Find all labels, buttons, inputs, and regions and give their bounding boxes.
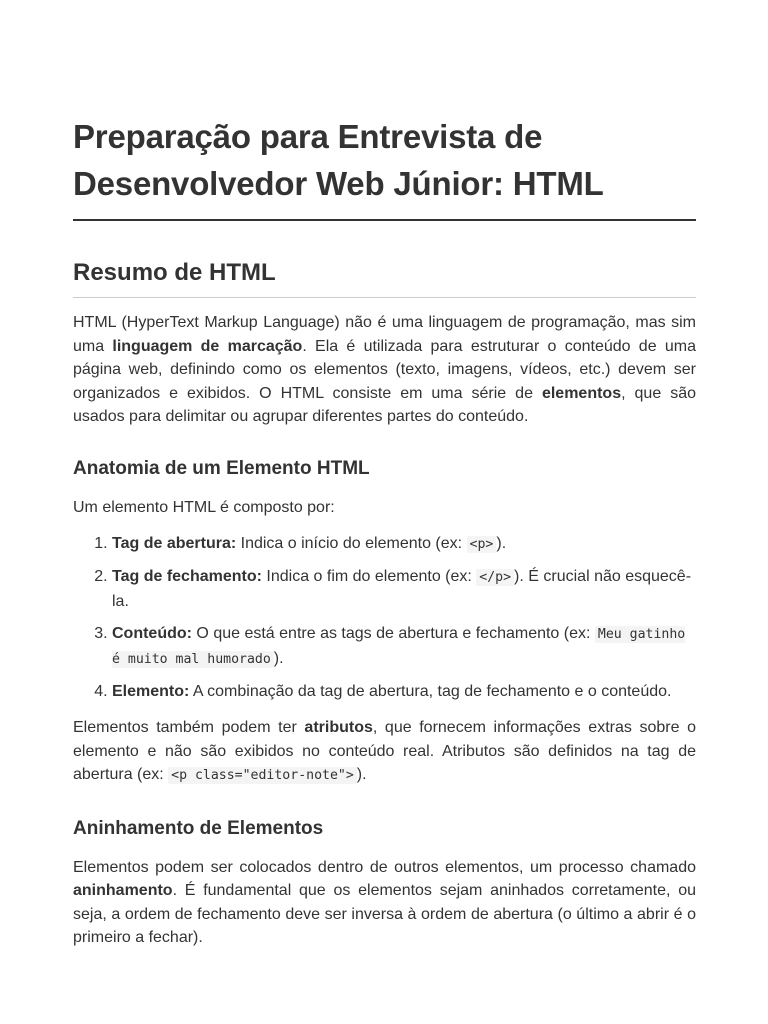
list-item-text-end: ). [496,535,507,552]
code-snippet: Meu gatinho é muito mal humorado [112,627,686,667]
nesting-text-2: . É fundamental que os elementos sejam aninhados corretamente, ou seja, a ordem de fechamento deve ser inversa à ordem de abertura (o último a abrir é o primeiro a fechar). [73,882,696,946]
code-snippet: </p> [476,569,514,586]
page-title-line-2: Desenvolvedor Web Júnior: HTML [73,165,604,202]
nesting-bold: aninhamento [73,882,173,899]
title-divider [73,219,696,221]
section-heading-anatomy: Anatomia de um Elemento HTML [73,457,370,479]
nesting-paragraph [73,856,696,950]
list-item-text: Indica o início do elemento (ex: [236,535,467,552]
summary-bold-markup-language: linguagem de marcação [112,337,303,355]
anatomy-intro: Um elemento HTML é composto por: [73,498,335,516]
list-item [112,622,696,672]
list-item-text-end: ). É crucial não esquecê-la. [112,568,692,610]
code-snippet: <p> [467,536,497,553]
list-item-term: Tag de fechamento: [112,568,262,585]
list-item [112,680,696,704]
summary-text-3: , que são usados para delimitar ou agrupar diferentes partes do conteúdo. [73,384,696,425]
list-item [112,565,696,614]
list-item-text: O que está entre as tags de abertura e fechamento (ex: [191,625,595,642]
nesting-text-1: Elementos podem ser colocados dentro de outros elementos, um processo chamado [73,858,696,876]
attributes-text-3: ). [356,766,367,783]
attributes-text-1: Elementos também podem ter [73,719,305,736]
section-heading-nesting: Aninhamento de Elementos [73,817,324,839]
list-item [112,532,696,557]
list-item-term: Elemento: [112,683,190,700]
attributes-text-2: , que fornecem informações extras sobre o elemento e não são exibidos no conteúdo real. Atributos são definidos na tag de abertura (ex: [73,719,696,783]
page-title [73,0,696,207]
list-item-term: Conteúdo: [112,625,192,642]
list-item-text: A combinação da tag de abertura, tag de fechamento e o conteúdo. [189,683,672,700]
attributes-bold: atributos [304,719,373,736]
page-title-line-1: Preparação para Entrevista de [73,118,543,155]
anatomy-list [73,532,696,704]
summary-bold-elements: elementos [541,384,622,402]
summary-paragraph [73,311,696,429]
code-snippet: <p class="editor-note"> [168,767,357,784]
summary-text-2: . Ela é utilizada para estruturar o conteúdo de uma página web, definindo como os elementos (texto, imagens, vídeos, etc.) devem ser organizados e exibidos. O HTML consiste em uma série de [73,337,696,402]
list-item-text-end: ). [273,650,284,667]
section-divider [73,297,696,298]
list-item-text: Indica o fim do elemento (ex: [261,568,477,585]
summary-text-1: HTML (HyperText Markup Language) não é uma linguagem de programação, mas sim uma [73,314,696,355]
list-item-term: Tag de abertura: [112,535,237,552]
attributes-paragraph [73,716,696,788]
section-heading-summary: Resumo de HTML [73,259,276,286]
